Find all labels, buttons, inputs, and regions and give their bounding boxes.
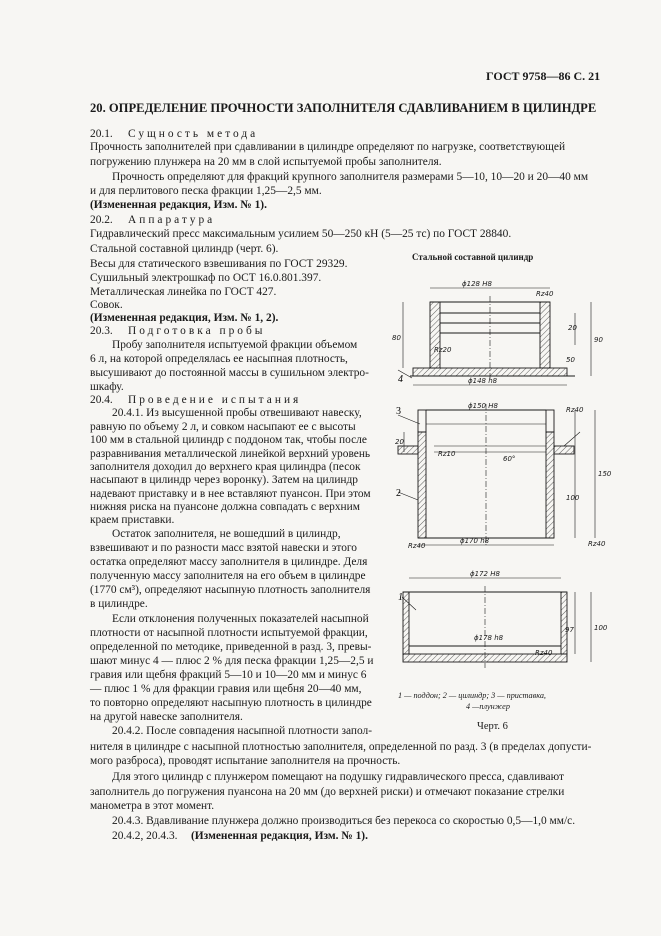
text-line: Весы для статического взвешивания по ГОСТ 29329.	[90, 258, 348, 270]
text-line: Подготовка пробы	[128, 325, 266, 337]
text-line: нителя в цилиндре с насыпной плотностью заполнителя, определенной по разд. 3 (в пределах допусти-	[90, 741, 592, 753]
text-line: Если отклонения полученных показателей насыпной	[112, 613, 369, 625]
text-line: 20.2.	[90, 214, 113, 226]
text-line: надевают приставку и в нее вставляют пуансон. При этом	[90, 488, 371, 500]
dim-label: 20	[568, 324, 577, 332]
text-line: высушивают до постоянной массы в сушильном электро-	[90, 367, 369, 379]
figure-legend: 1 — поддон; 2 — цилиндр; 3 — приставка,	[398, 691, 546, 700]
dim-label: 100	[566, 494, 580, 502]
dim-label: 60°	[503, 455, 516, 463]
dim-label: 100	[594, 624, 608, 632]
text-line: 100 мм в стальной цилиндр с поддоном так, чтобы после	[90, 434, 367, 446]
text-line: Проведение испытания	[128, 394, 302, 406]
text-line: шают минус 4 — плюс 2 % для песка фракции 1,25—2,5 и	[90, 655, 374, 667]
part-number: 3	[396, 406, 401, 417]
text-line: взвешивают и по разности масс взятой навески и этого	[90, 542, 357, 554]
roughness-label: Rz40	[566, 406, 584, 414]
text-line: Для этого цилиндр с плунжером помещают на подушку гидравлического пресса, сдавливают	[112, 771, 564, 783]
text-line: (1770 см³), определяют насыпную плотность заполнителя	[90, 584, 371, 596]
text-line: краем приставки.	[90, 514, 175, 526]
roughness-label: Rz40	[408, 542, 426, 550]
text-line: Металлическая линейка по ГОСТ 427.	[90, 286, 277, 298]
text-line: Совок.	[90, 299, 123, 311]
dim-label: 20	[395, 438, 404, 446]
text-line: манометра в этот момент.	[90, 800, 215, 812]
roughness-label: Rz10	[438, 450, 456, 458]
text-line: нижняя риска на пуансоне должна совпадать с верхним	[90, 501, 360, 513]
roughness-label: Rz40	[588, 540, 606, 548]
roughness-label: Rz40	[536, 290, 554, 298]
roughness-label: Rz20	[434, 346, 452, 354]
plunger-part	[410, 296, 575, 380]
part-number: 2	[396, 488, 401, 499]
text-line: Прочность заполнителей при сдавливании в цилиндре определяют по нагрузке, соответствующей	[90, 141, 566, 153]
part-number: 4	[398, 374, 403, 385]
text-line: погружению плунжера на 20 мм в слой испытуемой пробы заполнителя.	[90, 156, 442, 168]
text-line: мого разброса), проводят испытание заполнителя на прочность.	[90, 755, 401, 767]
text-line: разравнивания металлической линейкой верхний уровень	[90, 448, 371, 460]
text-line: Сущность метода	[128, 128, 259, 140]
text-line: (Измененная редакция, Изм. № 1, 2).	[90, 312, 279, 324]
text-line: равную по объему 2 л, и совком насыпают ее с высоты	[90, 421, 356, 433]
text-line: — плюс 1 % для фракции гравия или щебня 20—40 мм,	[90, 683, 362, 695]
text-line: (Измененная редакция, Изм. № 1).	[191, 830, 368, 842]
text-line: Пробу заполнителя испытуемой фракции объемом	[112, 339, 358, 351]
running-head: ГОСТ 9758—86 С. 21	[486, 69, 601, 83]
text-line: насыпают в цилиндр через воронку). Затем на цилиндр	[90, 474, 359, 486]
dim-label: ϕ148 h8	[468, 377, 498, 385]
text-line: Стальной составной цилиндр (черт. 6).	[90, 243, 279, 255]
text-line: шкафу.	[90, 381, 124, 393]
text-line: 6 л, на которой определялась ее насыпная плотность,	[90, 353, 348, 365]
dim-label: 90	[594, 336, 603, 344]
text-line: 20.4.1. Из высушенной пробы отвешивают навеску,	[112, 407, 362, 419]
text-line: Аппаратура	[128, 214, 216, 226]
text-line: Остаток заполнителя, не вошедший в цилиндр,	[112, 528, 341, 540]
text-line: заполнителя доходил до верхнего края цилиндра (песок	[90, 461, 361, 473]
dim-label: ϕ170 h8	[460, 537, 490, 545]
text-line: Прочность определяют для фракций крупного заполнителя размерами 5—10, 10—20 и 20—40 мм	[112, 171, 589, 183]
text-line: то повторно определяют насыпную плотность в цилиндре	[90, 697, 372, 709]
text-line: 20.4.3. Вдавливание плунжера должно производиться без перекоса со скоростью 0,5—1,0 мм/с.	[112, 815, 576, 827]
dim-label: 150	[598, 470, 612, 478]
text-line: 20.4.2. После совпадения насыпной плотности запол-	[112, 725, 372, 737]
text-line: заполнитель до погружения пуансона на 20 мм (до верхней риски) и отмечают показание стрелки	[90, 786, 565, 798]
cylinder-part	[398, 404, 574, 545]
roughness-label: Rz40	[535, 649, 553, 657]
text-line: 20.3.	[90, 325, 113, 337]
text-line: определенной по методике, приведенной в разд. 3, превы-	[90, 641, 372, 653]
dim-label: 50	[566, 356, 575, 364]
section-title: 20. ОПРЕДЕЛЕНИЕ ПРОЧНОСТИ ЗАПОЛНИТЕЛЯ СДАВЛИВАНИЕМ В ЦИЛИНДРЕ	[90, 101, 597, 115]
dim-label: ϕ128 H8	[462, 280, 492, 288]
text-line: и для перлитового песка фракции 1,25—2,5 мм.	[90, 185, 322, 197]
text-line: гравия или щебня фракций 5—10 и 10—20 мм и минус 6	[90, 669, 367, 681]
text-line: 20.4.2, 20.4.3.	[112, 830, 178, 842]
dim-label: ϕ178 h8	[474, 634, 504, 642]
text-line: 20.1.	[90, 128, 113, 140]
figure-caption: Стальной составной цилиндр	[412, 252, 534, 262]
dim-label: 97	[565, 626, 574, 634]
dim-label: 80	[392, 334, 401, 342]
text-line: остатка определяют массу заполнителя в цилиндре. Деля	[90, 556, 368, 568]
text-line: в цилиндре.	[90, 598, 148, 610]
part-number: 1	[398, 592, 403, 603]
dim-label: ϕ150 H8	[468, 402, 498, 410]
text-line: 20.4.	[90, 394, 113, 406]
figure-legend: 4 —плунжер	[466, 702, 510, 711]
text-line: на другой навеске заполнителя.	[90, 711, 243, 723]
drawing-number: Черт. 6	[477, 721, 508, 732]
text-line: плотности от насыпной плотности испытуемой фракции,	[90, 627, 368, 639]
text-line: Гидравлический пресс максимальным усилием 50—250 кН (5—25 тс) по ГОСТ 28840.	[90, 228, 512, 240]
dim-label: ϕ172 H8	[470, 570, 500, 578]
text-line: Сушильный электрошкаф по ОСТ 16.0.801.397.	[90, 272, 322, 284]
text-line: полученную массу заполнителя на его объем в цилиндре	[90, 570, 366, 582]
text-line: (Измененная редакция, Изм. № 1).	[90, 199, 267, 211]
